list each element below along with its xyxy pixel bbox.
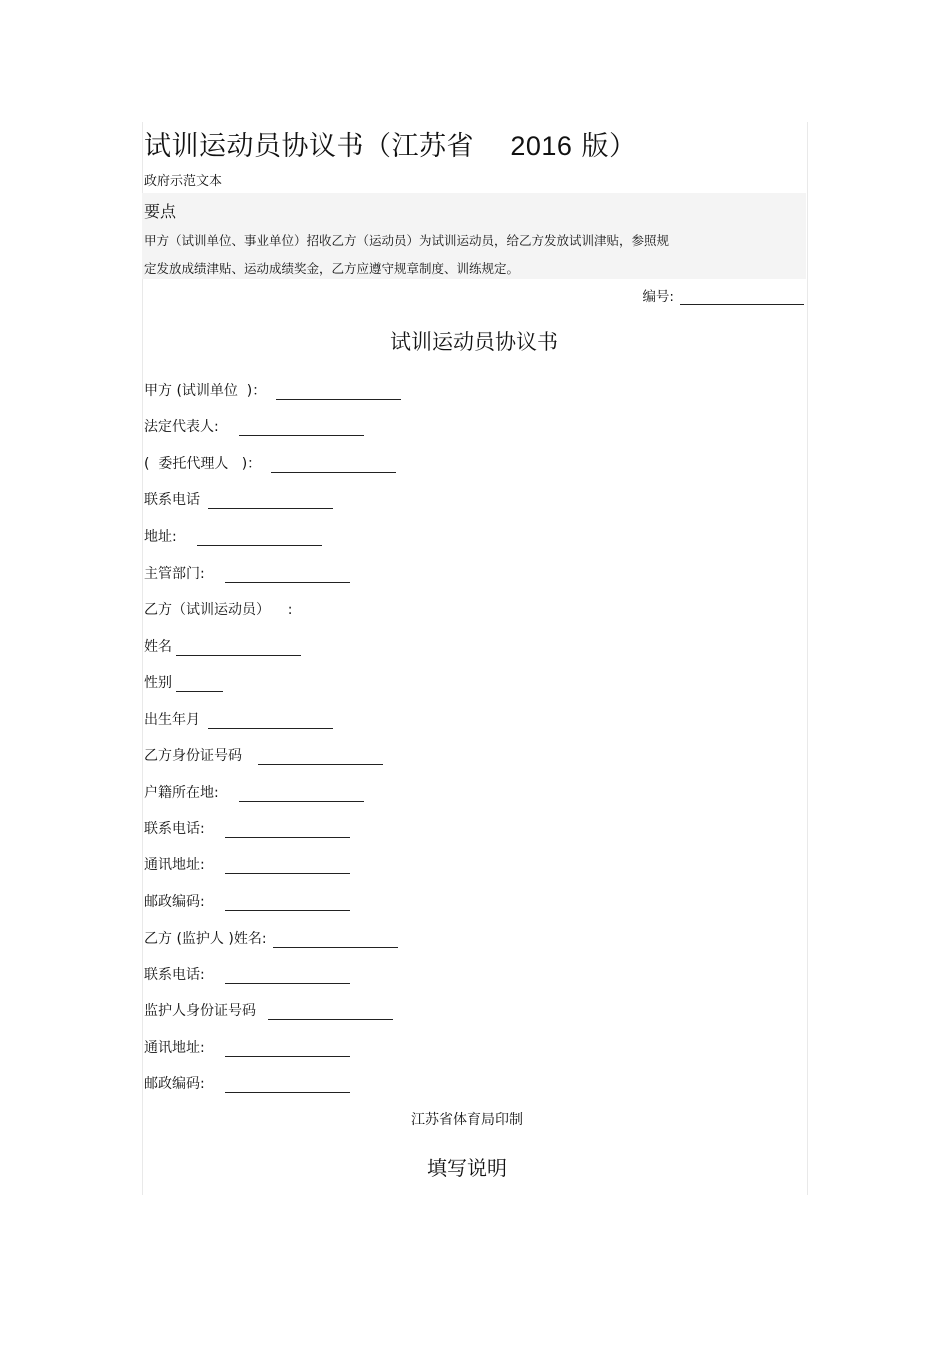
form-field-blank[interactable]	[208, 714, 333, 729]
serial-blank[interactable]	[680, 288, 804, 305]
form-field-label: 乙方（试训运动员） :	[144, 602, 293, 618]
form-field-label: 地址:	[144, 529, 177, 545]
title-main: 试训运动员协议书（江苏省	[144, 131, 474, 162]
form-field-label: 监护人身份证号码	[144, 1003, 256, 1019]
form-field-row	[144, 599, 293, 619]
form-field-row	[144, 380, 401, 400]
form-field-row	[144, 709, 333, 729]
serial-number	[642, 285, 804, 305]
form-field-blank[interactable]	[239, 787, 364, 802]
form-field-label: 户籍所在地:	[144, 785, 219, 801]
title-year: 2016	[510, 131, 573, 161]
serial-label: 编号:	[642, 289, 674, 305]
fill-instructions-title: 填写说明	[427, 1156, 507, 1180]
form-field-label: 邮政编码:	[144, 1076, 205, 1092]
keypoints-line-2: 定发放成绩津贴、运动成绩奖金，乙方应遵守规章制度、训练规定。	[144, 261, 520, 276]
form-field-blank[interactable]	[176, 641, 301, 656]
form-field-row	[144, 891, 350, 911]
form-field-label: 甲方 (试训单位 )：	[144, 383, 267, 399]
form-field-label: 乙方 (监护人 )姓名:	[144, 931, 267, 947]
form-field-label: 联系电话:	[144, 821, 205, 837]
form-field-blank[interactable]	[258, 750, 383, 765]
form-field-label: 性别	[144, 675, 172, 691]
form-field-label: ( 委托代理人 )：	[144, 456, 262, 472]
form-field-label: 法定代表人:	[144, 419, 219, 435]
form-field-blank[interactable]	[273, 933, 398, 948]
keypoints-line-1: 甲方（试训单位、事业单位）招收乙方（运动员）为试训运动员，给乙方发放试训津贴，参照规	[144, 233, 670, 248]
document-header-title	[144, 124, 637, 163]
form-field-label: 姓名	[144, 639, 172, 655]
form-field-row	[144, 745, 383, 765]
form-field-row	[144, 1037, 350, 1057]
printer-note: 江苏省体育局印制	[411, 1112, 523, 1128]
form-field-row	[144, 854, 350, 874]
document-subtitle: 政府示范文本	[144, 174, 223, 189]
form-field-blank[interactable]	[271, 458, 396, 473]
form-field-label: 通讯地址:	[144, 857, 205, 873]
form-field-row	[144, 526, 322, 546]
form-field-blank[interactable]	[197, 531, 322, 546]
keypoints-title: 要点	[144, 202, 177, 221]
form-field-blank[interactable]	[176, 677, 223, 692]
form-field-label: 通讯地址:	[144, 1040, 205, 1056]
form-field-row	[144, 636, 301, 656]
form-field-blank[interactable]	[225, 969, 350, 984]
form-field-row	[144, 453, 396, 473]
title-suffix: 版）	[581, 131, 637, 162]
form-field-label: 出生年月	[144, 712, 200, 728]
form-field-label: 主管部门:	[144, 566, 205, 582]
form-field-row	[144, 1073, 350, 1093]
form-field-label: 联系电话	[144, 492, 200, 508]
form-field-label: 联系电话:	[144, 967, 205, 983]
form-field-blank[interactable]	[225, 896, 350, 911]
form-field-row	[144, 416, 364, 436]
form-field-row	[144, 489, 333, 509]
form-field-row	[144, 964, 350, 984]
form-field-row	[144, 563, 350, 583]
form-field-blank[interactable]	[268, 1005, 393, 1020]
page-frame	[142, 122, 808, 1195]
form-field-blank[interactable]	[239, 421, 364, 436]
form-field-label: 乙方身份证号码	[144, 748, 242, 764]
form-field-blank[interactable]	[225, 859, 350, 874]
form-field-row	[144, 782, 364, 802]
form-field-blank[interactable]	[208, 494, 333, 509]
form-field-row	[144, 1000, 393, 1020]
agreement-title: 试训运动员协议书	[390, 330, 558, 354]
form-field-blank[interactable]	[276, 385, 401, 400]
form-field-blank[interactable]	[225, 823, 350, 838]
keypoints-box	[142, 193, 806, 279]
form-field-label: 邮政编码:	[144, 894, 205, 910]
form-field-row	[144, 928, 398, 948]
form-field-row	[144, 672, 223, 692]
form-field-blank[interactable]	[225, 1078, 350, 1093]
form-field-row	[144, 818, 350, 838]
form-field-blank[interactable]	[225, 568, 350, 583]
form-field-blank[interactable]	[225, 1042, 350, 1057]
